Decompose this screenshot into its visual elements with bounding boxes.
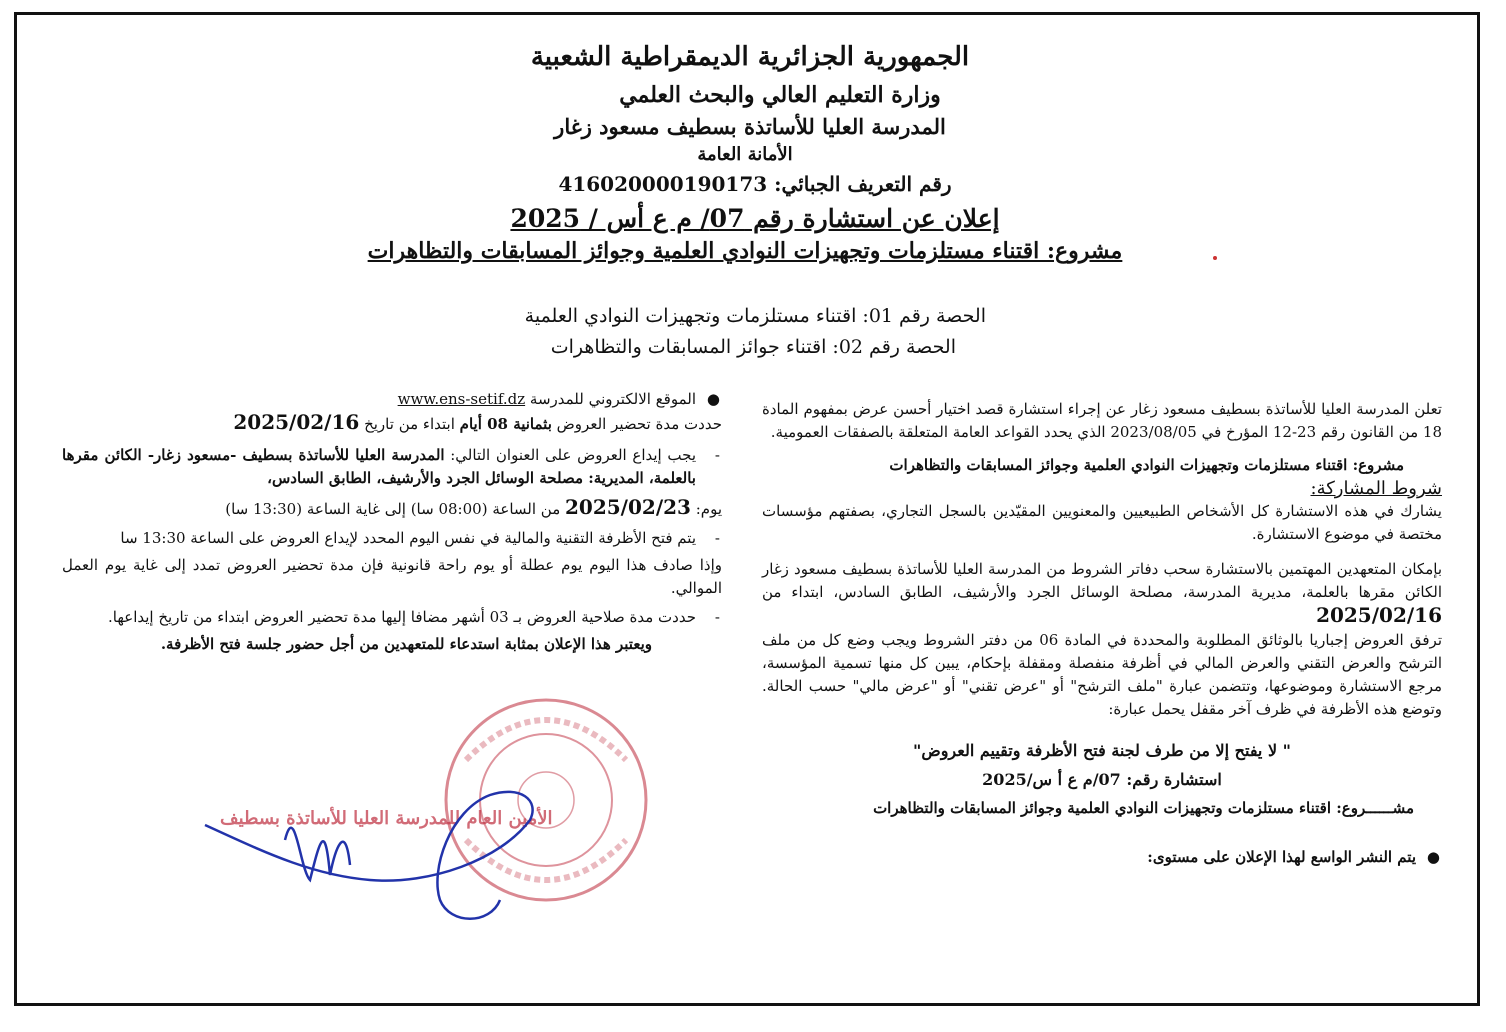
withdraw-date: 2025/02/16 (1316, 603, 1442, 627)
envelope-line-2: استشارة رقم: 07/م ع أ س/2025 (982, 770, 1222, 789)
stray-mark (1213, 256, 1217, 260)
project-title: مشروع: اقتناء مستلزمات وتجهيزات النوادي العلمية وجوائز المسابقات والتظاهرات (367, 238, 1123, 264)
publish-item (762, 846, 1442, 869)
ministry-title: وزارة التعليم العالي والبحث العلمي (619, 82, 941, 108)
announcement-title: إعلان عن استشارة رقم 07/ م ع أس / 2025 (510, 204, 1000, 233)
conditions-title: شروط المشاركة: (1310, 478, 1442, 499)
deposit-item (62, 444, 722, 490)
handwritten-signature (200, 780, 540, 930)
bullet-mark: ● (1426, 848, 1440, 866)
deposit-hours: من الساعة (08:00 سا) إلى غاية الساعة (13:30 سا) (225, 500, 561, 518)
deposit-text: يجب إيداع العروض على العنوان التالي: (450, 446, 696, 464)
deposit-time-line (62, 496, 722, 521)
website-link[interactable]: www.ens-setif.dz (397, 390, 526, 408)
project-line: مشروع: اقتناء مستلزمات وتجهيزات النوادي العلمية وجوائز المسابقات والتظاهرات (889, 456, 1404, 474)
deposit-address: المدرسة العليا للأساتذة بسطيف -مسعود زغار- الكائن مقرها بالعلمة، المديرية: مصلحة الوسائل الجرد والأرشيف، الطابق السادس، (62, 446, 696, 487)
right-column (762, 398, 1442, 869)
publish-text: يتم النشر الواسع لهذا الإعلان على مستوى: (1147, 848, 1416, 866)
validity-text: حددت مدة صلاحية العروض بـ 03 أشهر مضافا إليها مدة تحضير العروض ابتداء من تاريخ إيداعها. (108, 608, 696, 626)
lot-1: الحصة رقم 01: اقتناء مستلزمات وتجهيزات النوادي العلمية (524, 305, 986, 327)
dash-mark: - (714, 608, 720, 626)
intro-paragraph: تعلن المدرسة العليا للأساتذة بسطيف مسعود زغار عن إجراء استشارة قصد اختيار أحسن عرض بمفهوم المادة 18 من القانون رقم 23-12 المؤرخ في 2023/08/05 الذي يحدد القواعد العامة المتعلقة بالصفقات العمومية. (762, 400, 1442, 441)
holiday-text: وإذا صادف هذا اليوم يوم عطلة أو يوم راحة قانونية فإن مدة تحضير العروض تمدد إلى غاية يوم العمل الموالي. (62, 556, 722, 597)
dash-mark: - (714, 529, 720, 547)
opening-item (62, 527, 722, 550)
duration-date: 2025/02/16 (233, 410, 360, 434)
republic-title: الجمهورية الجزائرية الديمقراطية الشعبية (530, 42, 970, 72)
duration-from: ابتداء من تاريخ (364, 415, 455, 433)
summons-text: ويعتبر هذا الإعلان بمثابة استدعاء للمتعهدين من أجل حضور جلسة فتح الأظرفة. (160, 635, 652, 653)
lot-2: الحصة رقم 02: اقتناء جوائز المسابقات والتظاهرات (550, 336, 956, 358)
envelope-line-1: " لا يفتح إلا من طرف لجنة فتح الأظرفة وتقييم العروض" (913, 741, 1291, 760)
signature-caption: الأمين العام للمدرسة العليا للأساتذة بسطيف (220, 808, 553, 829)
opening-text: يتم فتح الأظرفة التقنية والمالية في نفس اليوم المحدد لإيداع العروض على الساعة 13:30 سا (120, 529, 696, 547)
conditions-text: يشارك في هذه الاستشارة كل الأشخاص الطبيعيين والمعنويين المقيّدين بالسجل التجاري، بصفتهم مؤسسات مختصة في موضوع الاستشارة. (762, 502, 1442, 543)
tax-id: رقم التعريف الجبائي: 416020000190173 (558, 172, 952, 196)
duration-line (62, 411, 722, 436)
duration-text: حددت مدة تحضير العروض (556, 415, 722, 433)
deposit-date: 2025/02/23 (565, 495, 691, 519)
envelope-line-3: مشــــــروع: اقتناء مستلزمات وتجهيزات النوادي العلمية وجوائز المسابقات والتظاهرات (873, 799, 1414, 817)
left-column (62, 388, 722, 656)
offers-text: ترفق العروض إجباريا بالوثائق المطلوبة والمحددة في المادة 06 من دفتر الشروط ويجب وضع كل من ملف الترشح والعرض التقني والعرض المالي في أظرفة منفصلة ومقفلة بإحكام، يبين كل منها تسمية المؤسسة، مرجع الاستشارة وموضوعها، وتتضمن عبارة "ملف الترشح" أو "عرض تقني" أو "عرض مالي" حسب الحالة. وتوضع هذه الأظرفة في ظرف آخر مقفل يحمل عبارة: (762, 631, 1442, 718)
secretariat-title: الأمانة العامة (697, 144, 793, 165)
validity-item (62, 606, 722, 629)
withdraw-text (762, 558, 1442, 629)
dash-mark: - (714, 446, 720, 464)
school-title: المدرسة العليا للأساتذة بسطيف مسعود زغار (554, 114, 946, 139)
withdraw-body: بإمكان المتعهدين المهتمين بالاستشارة سحب دفاتر الشروط من المدرسة العليا للأساتذة بسطيف مسعود زغار الكائن مقرها بالعلمة، مديرية المدرسة، مصلحة الوسائل الجرد والأرشيف، الطابق السادس، ابتداء من (762, 560, 1442, 601)
website-label: الموقع الالكتروني للمدرسة (529, 390, 696, 408)
website-item (62, 388, 722, 411)
duration-bold: بثمانية 08 أيام (459, 415, 552, 433)
deposit-day: يوم: (695, 500, 722, 518)
bullet-mark: ● (706, 390, 720, 408)
